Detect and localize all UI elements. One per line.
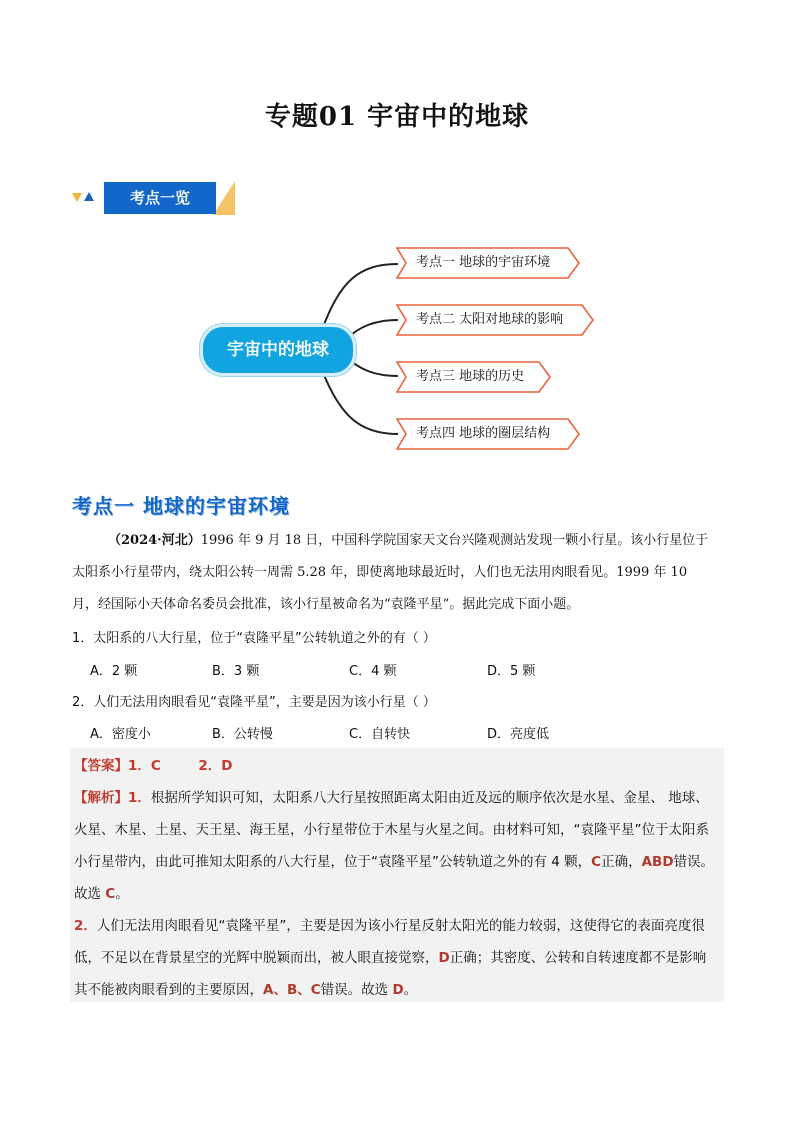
page-title: 专题01 宇宙中的地球 <box>264 102 530 132</box>
section-tag-label: 考点一览 <box>104 182 216 214</box>
section-heading: 考点一 地球的宇宙环境 <box>72 494 290 518</box>
option-c: C．自转快 <box>349 727 411 742</box>
option-d: D．亮度低 <box>487 727 550 742</box>
option-a: A．2 颗 <box>90 664 138 679</box>
option-b: B．公转慢 <box>212 727 273 742</box>
mind-map-node-1 <box>396 247 580 279</box>
question-1-stem: 1．太阳系的八大行星，位于“袁隆平星”公转轨道之外的有（ ） <box>72 631 436 646</box>
mind-map <box>0 230 794 460</box>
analysis-line: 火星、木星、土星、天王星、海王星，小行星带位于木星与火星之间。由材料可知，“袁隆平星”位于太阳系 <box>74 822 709 838</box>
mind-map-node-3 <box>396 361 551 393</box>
mind-map-node-4 <box>396 418 580 450</box>
mind-map-node-label: 考点四 地球的圈层结构 <box>416 426 551 441</box>
answer-box <box>70 748 724 1002</box>
analysis-line: 其不能被肉眼看到的主要原因，A、B、C错误。故选 D。 <box>74 982 418 998</box>
analysis-label: 【解析】 <box>74 790 128 806</box>
tag-slant-decoration <box>213 181 235 215</box>
passage-line: （2024·河北）1996 年 9 月 18 日，中国科学院国家天文台兴隆观测站发现一颗小行星。该小行星位于 <box>108 533 709 548</box>
analysis-line: 【解析】1．根据所学知识可知，太阳系八大行星按照距离太阳由近及远的顺序依次是水星、金星、 地球、 <box>74 790 709 806</box>
answer-values: 1．C 2．D <box>128 758 233 774</box>
analysis-line: 故选 C。 <box>74 886 129 902</box>
answer-line <box>74 754 233 774</box>
passage-source: （2024·河北） <box>108 533 201 548</box>
mind-map-node-label: 考点一 地球的宇宙环境 <box>416 255 551 270</box>
mind-map-node-label: 考点二 太阳对地球的影响 <box>416 312 564 327</box>
passage-line: 太阳系小行星带内，绕太阳公转一周需 5.28 年，即使离地球最近时，人们也无法用肉眼看见。1999 年 10 <box>72 565 688 580</box>
mind-map-node-label: 考点三 地球的历史 <box>416 369 525 384</box>
mind-map-center: 宇宙中的地球 <box>200 324 356 376</box>
option-d: D．5 颗 <box>487 664 536 679</box>
passage-line: 月，经国际小天体命名委员会批准，该小行星被命名为“袁隆平星”。据此完成下面小题。 <box>72 597 580 612</box>
analysis-line: 小行星带内，由此可推知太阳系的八大行星，位于“袁隆平星”公转轨道之外的有 4 颗，C正确，ABD错误。 <box>74 854 715 870</box>
section-tag <box>72 181 242 215</box>
mind-map-node-2 <box>396 304 594 336</box>
question-2-stem: 2．人们无法用肉眼看见“袁隆平星”，主要是因为该小行星（ ） <box>72 695 436 710</box>
answer-label: 【答案】 <box>74 758 128 774</box>
triangle-down-icon <box>72 193 82 202</box>
option-a: A．密度小 <box>90 727 151 742</box>
triangle-up-icon <box>84 192 94 201</box>
passage <box>72 525 724 621</box>
analysis-line: 低，不足以在背景星空的光辉中脱颖而出，被人眼直接觉察，D正确；其密度、公转和自转速度都不是影响 <box>74 950 707 966</box>
option-c: C．4 颗 <box>349 664 397 679</box>
analysis-line: 2．人们无法用肉眼看见“袁隆平星”，主要是因为该小行星反射太阳光的能力较弱，这使得它的表面亮度很 <box>74 918 705 934</box>
option-b: B．3 颗 <box>212 664 260 679</box>
